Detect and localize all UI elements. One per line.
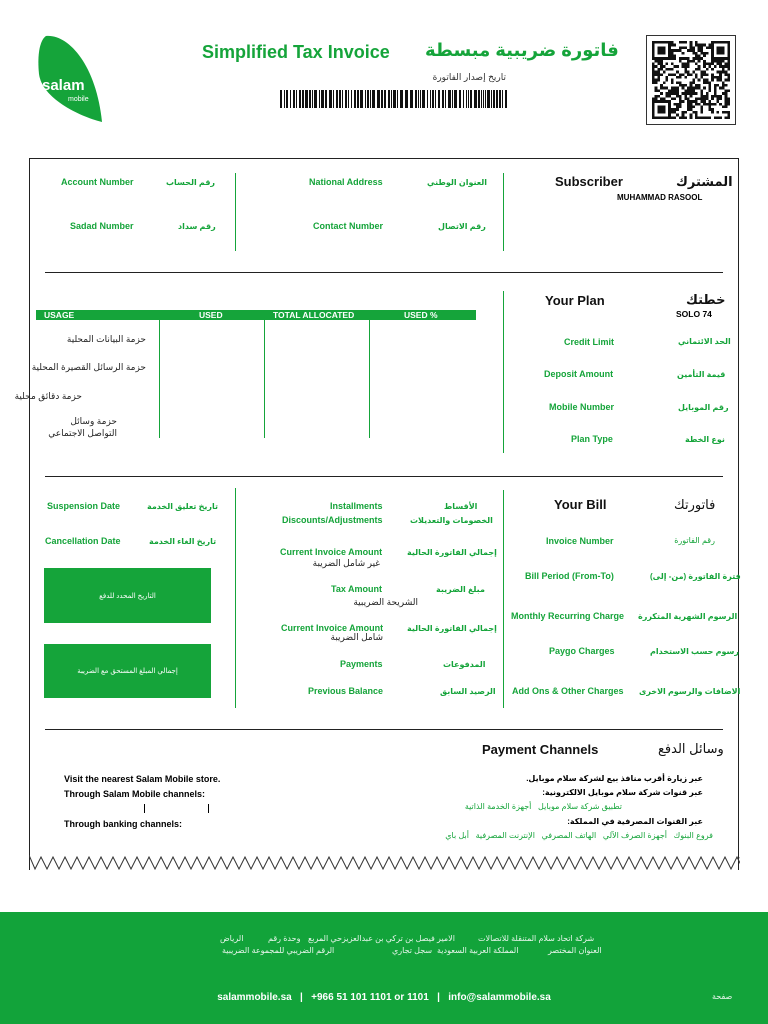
usage-col-header: USAGE (44, 310, 75, 320)
payments-label-ar: المدفوعات (443, 660, 486, 669)
subscriber-title: Subscriber (555, 174, 623, 189)
banking-channel: Through banking channels: (64, 819, 183, 829)
section-separator (45, 476, 723, 477)
electronic-items-ar: تطبيق شركة سلام موبايل أجهزة الخدمة الذاتية (464, 802, 622, 811)
usage-row-minutes: حزمة دقائق محلية (14, 391, 82, 401)
total-allocated-col-header: TOTAL ALLOCATED (273, 310, 355, 320)
footer (0, 912, 768, 1024)
issue-date-label: تاريخ إصدار الفاتورة (432, 72, 506, 82)
plan-title-ar: خطتك (686, 292, 726, 307)
due-date-box-label: التاريخ المحدد للدفع (99, 592, 156, 600)
divider (369, 320, 370, 438)
footer-street: الامير فيصل بن تركي بن عبدالعزيز (342, 934, 455, 943)
tax-bracket-note: الشريحة الضريبية (353, 597, 418, 607)
payment-channels-title: Payment Channels (482, 742, 599, 757)
previous-balance-label-ar: الرصيد السابق (440, 687, 496, 696)
banking-items-ar: فروع البنوك أجهزة الصرف الآلي الهاتف المصرفي الإنترنت المصرفية أبل باي (445, 831, 713, 840)
invoice-card (14, 158, 739, 870)
suspension-date-label-ar: تاريخ تعليق الخدمة (147, 502, 219, 511)
credit-limit-label-ar: الحد الائتماني (678, 337, 731, 346)
previous-balance-label: Previous Balance (308, 686, 384, 696)
divider (503, 173, 504, 251)
page-label: صفحة (712, 992, 733, 1001)
current-invoice-label: Current Invoice Amount (280, 547, 383, 557)
mobile-number-label-ar: رقم الموبايل (678, 403, 729, 412)
contact-number-label-ar: رقم الاتصال (438, 222, 486, 231)
credit-limit-label: Credit Limit (564, 337, 615, 347)
barcode (280, 90, 508, 108)
installments-label-ar: الأقساط (444, 502, 478, 511)
invoice-number-label: Invoice Number (546, 536, 614, 546)
paygo-charges-label-ar: رسوم حسب الاستخدام (650, 647, 739, 656)
electronic-channel: Through Salam Mobile channels: (64, 789, 206, 799)
footer-unit: وحدة رقم (268, 934, 301, 943)
torn-edge (29, 855, 740, 873)
deposit-amount-label: Deposit Amount (544, 369, 614, 379)
used-percent-col-header: USED % (404, 310, 438, 320)
store-channel-ar: عبر زيارة أقرب منافذ بيع لشركة سلام موبايل. (526, 774, 703, 783)
divider (503, 490, 504, 708)
incl-tax-note: شامل الضريبة (330, 632, 383, 642)
footer-short-address: العنوان المختصر (548, 946, 602, 955)
logo-sub: mobile (68, 96, 89, 103)
banking-channel-ar: عبر القنوات المصرفية في المملكة: (567, 817, 703, 826)
account-number-label: Account Number (61, 177, 134, 187)
mobile-number-label: Mobile Number (549, 402, 615, 412)
due-date-box (44, 568, 211, 623)
footer-cr: سجل تجاري (392, 946, 433, 955)
account-number-label-ar: رقم الحساب (166, 178, 216, 187)
footer-district: حي المربع (308, 934, 343, 943)
tax-amount-label-ar: مبلغ الضريبة (436, 585, 485, 594)
footer-country: المملكة العربية السعودية (437, 946, 519, 955)
current-invoice-label-ar: إجمالي الفاتورة الحالية (407, 624, 497, 633)
logo-text: salam (42, 77, 85, 94)
addons-label: Add Ons & Other Charges (512, 686, 624, 696)
total-due-box (44, 644, 211, 698)
plan-type-label-ar: نوع الخطة (685, 435, 725, 444)
electronic-channel-ar: عبر قنوات شركة سلام موبايل الالكترونية: (542, 788, 703, 797)
bill-title-ar: فاتورتك (674, 497, 716, 512)
usage-row-sms: حزمة الرسائل القصيرة المحلية (31, 362, 146, 372)
bill-period-label-ar: فترة الفاتورة (من- إلى) (650, 572, 741, 581)
addons-label-ar: الاضافات والرسوم الاخرى (639, 687, 741, 696)
usage-row-social: حزمة وسائل التواصل الاجتماعي (48, 416, 117, 438)
payments-label: Payments (340, 659, 383, 669)
cancellation-date-label-ar: تاريخ الغاء الخدمة (149, 537, 217, 546)
discounts-label-ar: الخصومات والتعديلات (410, 516, 493, 525)
qr-code (646, 35, 736, 125)
subscriber-name: MUHAMMAD RASOOL (617, 193, 703, 202)
cancellation-date-label: Cancellation Date (45, 536, 121, 546)
footer-company: شركة اتحاد سلام المتنقلة للاتصالات (478, 934, 595, 943)
current-invoice-label: Current Invoice Amount (281, 623, 384, 633)
current-invoice-label-ar: إجمالي الفاتورة الحالية (407, 548, 497, 557)
footer-city: الرياض (220, 934, 244, 943)
national-address-label-ar: العنوان الوطني (427, 178, 487, 187)
salam-logo (38, 34, 104, 124)
invoice-number-label-ar: رقم الفاتورة (674, 536, 715, 545)
plan-name: SOLO 74 (676, 309, 712, 319)
section-separator (45, 272, 723, 273)
deposit-amount-label-ar: قيمة التأمين (677, 370, 726, 379)
divider (235, 173, 236, 251)
discounts-label: Discounts/Adjustments (282, 515, 383, 525)
sadad-number-label-ar: رقم سداد (178, 222, 216, 231)
monthly-charge-label: Monthly Recurring Charge (511, 611, 625, 621)
plan-type-label: Plan Type (571, 434, 613, 444)
footer-contact: salammobile.sa | +966 51 101 1101 or 1101 | info@salammobile.sa (217, 992, 551, 1003)
invoice-title-ar: فاتورة ضريبية مبسطة (425, 40, 619, 60)
bill-title: Your Bill (554, 497, 607, 512)
contact-number-label: Contact Number (313, 221, 384, 231)
paygo-charges-label: Paygo Charges (549, 646, 615, 656)
excl-tax-note: غير شامل الضريبة (312, 558, 380, 568)
sadad-number-label: Sadad Number (70, 221, 134, 231)
divider (235, 488, 236, 708)
total-due-box-label: إجمالي المبلغ المستحق مع الضريبة (77, 668, 178, 675)
section-separator (45, 729, 723, 730)
national-address-label: National Address (309, 177, 383, 187)
payment-channels-title-ar: وسائل الدفع (658, 741, 724, 756)
footer-vat: الرقم الضريبي للمجموعة الضريبية (222, 946, 335, 955)
tax-amount-label: Tax Amount (331, 584, 382, 594)
divider (264, 320, 265, 438)
suspension-date-label: Suspension Date (47, 501, 121, 511)
usage-table-header (36, 310, 476, 320)
installments-label: Installments (330, 501, 383, 511)
usage-row-data: حزمة البيانات المحلية (66, 334, 146, 344)
bill-period-label: Bill Period (From-To) (525, 571, 614, 581)
divider (503, 291, 504, 453)
monthly-charge-label-ar: الرسوم الشهرية المتكررة (638, 612, 738, 621)
used-col-header: USED (199, 310, 223, 320)
invoice-title-en: Simplified Tax Invoice (202, 42, 390, 62)
separator-mark (144, 804, 145, 813)
subscriber-title-ar: المشترك (676, 174, 733, 189)
separator-mark (208, 804, 209, 813)
plan-title: Your Plan (545, 293, 605, 308)
divider (159, 320, 160, 438)
store-channel: Visit the nearest Salam Mobile store. (64, 774, 221, 784)
